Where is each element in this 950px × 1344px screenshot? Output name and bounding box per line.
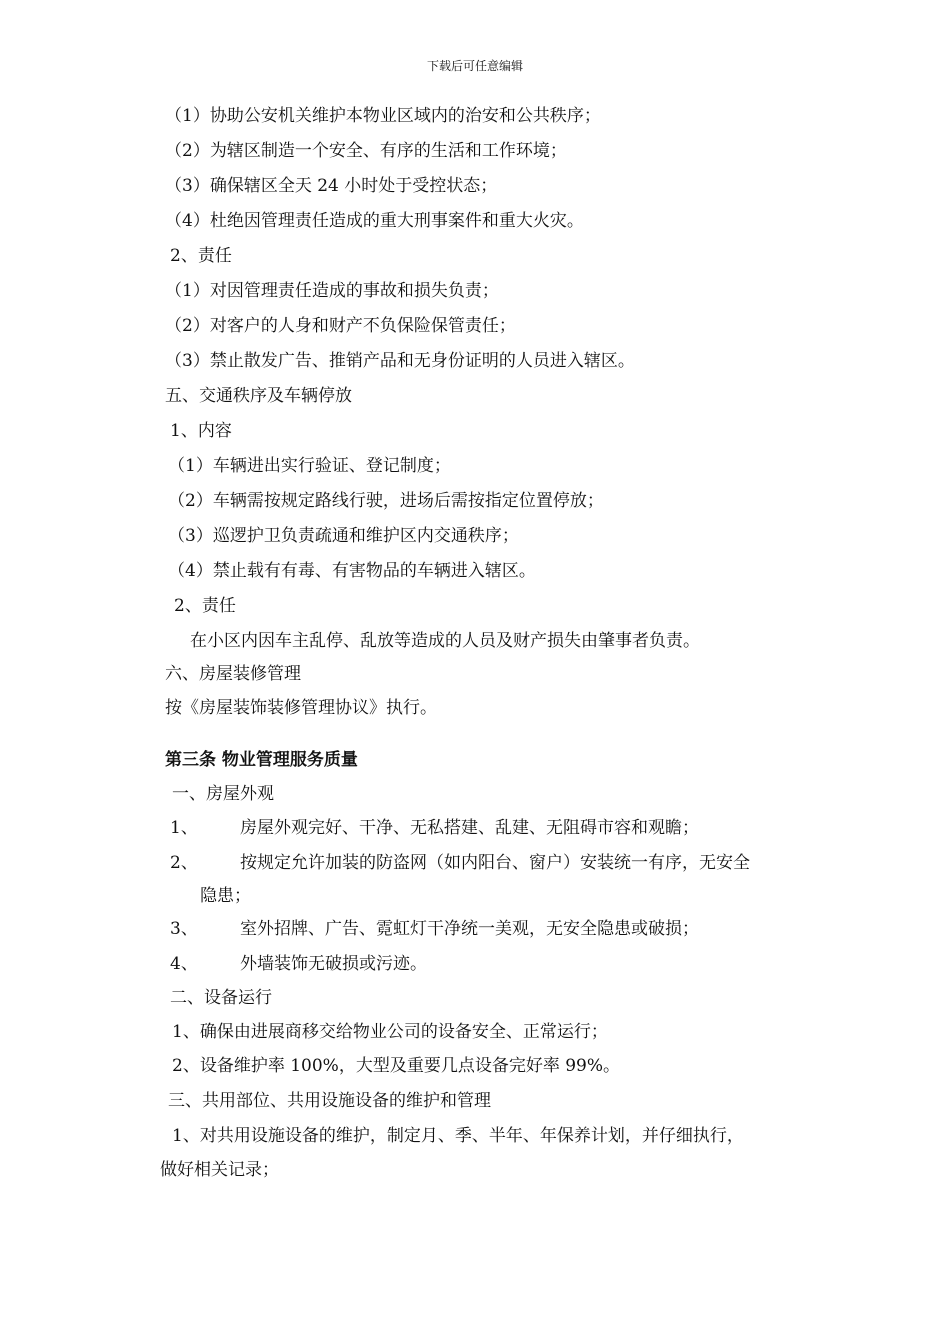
text-line: 隐患； xyxy=(200,886,251,906)
text-line: （1）协助公安机关维护本物业区域内的治安和公共秩序； xyxy=(165,106,601,126)
section-heading: 一、房屋外观 xyxy=(172,784,274,804)
section-heading: 2、责任 xyxy=(170,246,232,266)
text-line: （1）对因管理责任造成的事故和损失负责； xyxy=(165,281,499,301)
text-line: 在小区内因车主乱停、乱放等造成的人员及财产损失由肇事者负责。 xyxy=(190,631,700,651)
section-heading: 五、交通秩序及车辆停放 xyxy=(165,386,352,406)
text-line: （2）车辆需按规定路线行驶，进场后需按指定位置停放； xyxy=(168,491,604,511)
text-line: （2）对客户的人身和财产不负保险保管责任； xyxy=(165,316,516,336)
text-line: （3）确保辖区全天 24 小时处于受控状态； xyxy=(165,176,498,196)
numbered-item xyxy=(170,817,699,839)
section-heading: 1、内容 xyxy=(170,421,232,441)
text-line: 1、对共用设施设备的维护，制定月、季、半年、年保养计划，并仔细执行， xyxy=(172,1126,744,1146)
section-heading: 三、共用部位、共用设施设备的维护和管理 xyxy=(168,1091,491,1111)
section-heading: 2、责任 xyxy=(174,596,236,616)
article-heading: 第三条 物业管理服务质量 xyxy=(165,750,358,770)
text-line: （3）禁止散发广告、推销产品和无身份证明的人员进入辖区。 xyxy=(165,351,635,371)
text-line: 按《房屋装饰装修管理协议》执行。 xyxy=(165,698,437,718)
text-line: （4）杜绝因管理责任造成的重大刑事案件和重大火灾。 xyxy=(165,211,584,231)
page-header: 下载后可任意编辑 xyxy=(426,59,523,73)
numbered-item xyxy=(170,918,699,940)
item-number: 2、 xyxy=(170,853,198,873)
item-text: 按规定允许加装的防盗网（如内阳台、窗户）安装统一有序，无安全 xyxy=(240,853,750,873)
item-text: 室外招牌、广告、霓虹灯干净统一美观，无安全隐患或破损； xyxy=(240,919,699,939)
text-line: 2、设备维护率 100%，大型及重要几点设备完好率 99%。 xyxy=(172,1056,621,1076)
section-heading: 二、设备运行 xyxy=(170,988,272,1008)
section-heading: 六、房屋装修管理 xyxy=(165,664,301,684)
text-line: （4）禁止载有有毒、有害物品的车辆进入辖区。 xyxy=(168,561,536,581)
text-line: 1、确保由进展商移交给物业公司的设备安全、正常运行； xyxy=(172,1022,608,1042)
text-line: （2）为辖区制造一个安全、有序的生活和工作环境； xyxy=(165,141,567,161)
numbered-item xyxy=(170,953,427,975)
text-line: （1）车辆进出实行验证、登记制度； xyxy=(168,456,451,476)
item-number: 1、 xyxy=(170,818,198,838)
numbered-item xyxy=(170,852,750,874)
item-text: 房屋外观完好、干净、无私搭建、乱建、无阻碍市容和观瞻； xyxy=(240,818,699,838)
item-text: 外墙装饰无破损或污迹。 xyxy=(240,954,427,974)
text-line: （3）巡逻护卫负责疏通和维护区内交通秩序； xyxy=(168,526,519,546)
item-number: 3、 xyxy=(170,919,198,939)
item-number: 4、 xyxy=(170,954,198,974)
text-line: 做好相关记录； xyxy=(160,1160,279,1180)
